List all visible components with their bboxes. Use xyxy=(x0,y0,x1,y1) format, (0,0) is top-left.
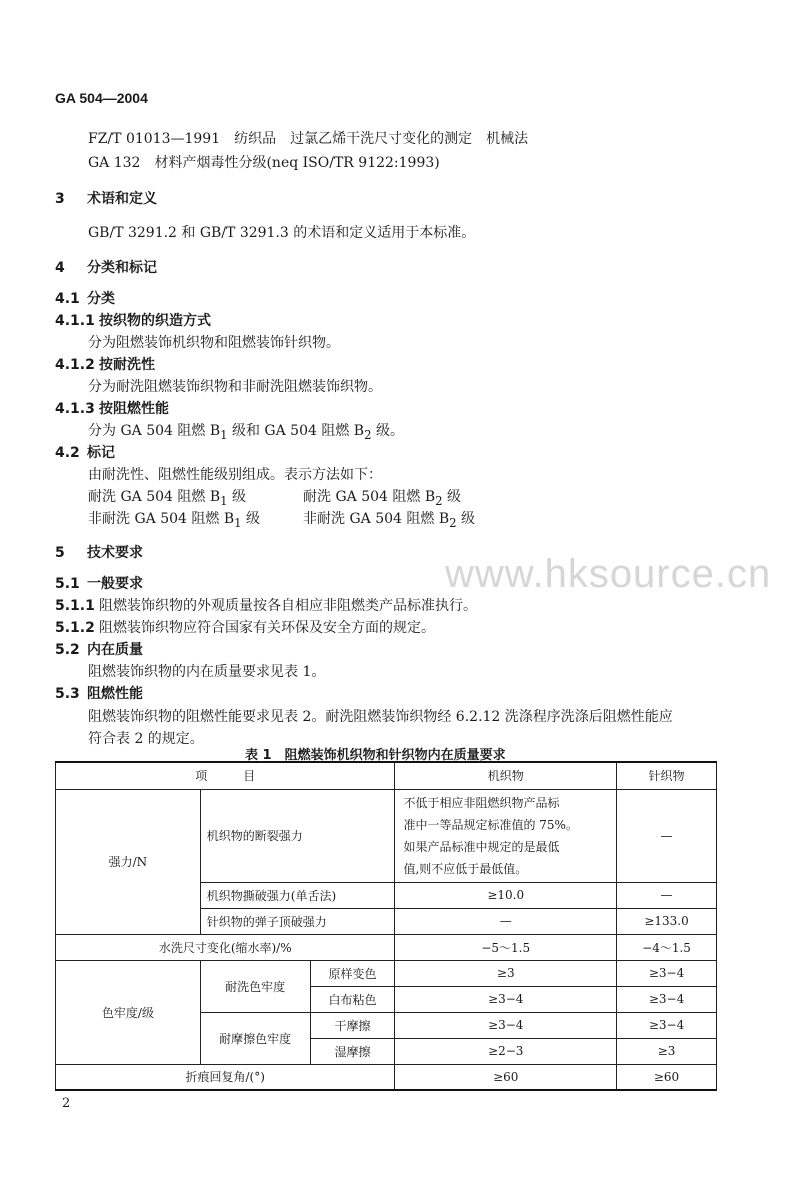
marking-example xyxy=(303,486,461,508)
marking-example xyxy=(88,486,246,508)
section-4-1-3-body xyxy=(88,420,404,442)
section-4-1-3-heading xyxy=(55,398,169,418)
reference-item: GA 132 材料产烟毒性分级(neq ISO/TR 9122:1993) xyxy=(88,155,440,171)
section-5-1-heading xyxy=(55,573,143,593)
section-3-body: GB/T 3291.2 和 GB/T 3291.3 的术语和定义适用于本标准。 xyxy=(88,225,476,241)
text-run: 耐洗 GA 504 阻燃 B xyxy=(88,489,221,505)
section-number: 5.3 xyxy=(55,686,80,702)
section-number: 5.1.2 xyxy=(55,620,95,636)
section-number: 4.1 xyxy=(55,291,80,307)
row-label: 机织物撕破强力(单舌法) xyxy=(200,882,395,908)
section-number: 5.1.1 xyxy=(55,598,95,614)
section-4-heading xyxy=(55,257,157,277)
section-body: 阻燃装饰织物应符合国家有关环保及安全方面的规定。 xyxy=(99,620,435,636)
section-title: 分类和标记 xyxy=(87,260,157,276)
row-label: 折痕回复角/(°) xyxy=(56,1064,395,1090)
watermark: www.hksource.cn xyxy=(445,552,772,596)
row-label: 水洗尺寸变化(缩水率)/% xyxy=(56,934,395,960)
text-run: 级 xyxy=(442,489,461,505)
section-number: 3 xyxy=(55,191,65,207)
section-5-heading xyxy=(55,542,143,562)
cell-line: 准中一等品规定标准值的 75%。 xyxy=(403,817,578,832)
text-run: 级和 GA 504 阻燃 B xyxy=(227,423,365,439)
section-number: 4.1.1 xyxy=(55,313,95,329)
row-subgroup-wash: 耐洗色牢度 xyxy=(200,960,310,1012)
section-body: 阻燃装饰织物的外观质量按各自相应非阻燃类产品标准执行。 xyxy=(99,598,477,614)
header-cell-item: 项 目 xyxy=(56,762,395,789)
row-label: 湿摩擦 xyxy=(310,1038,395,1064)
section-number: 4.1.3 xyxy=(55,401,95,417)
woven-requirement-cell xyxy=(395,789,617,882)
section-number: 4 xyxy=(55,260,65,276)
section-title: 标记 xyxy=(87,445,115,461)
section-title: 按阻燃性能 xyxy=(99,401,169,417)
quality-requirements-table xyxy=(55,761,717,1091)
section-4-1-1-body: 分为阻燃装饰机织物和阻燃装饰针织物。 xyxy=(88,335,340,351)
section-number: 5 xyxy=(55,545,65,561)
section-number: 4.2 xyxy=(55,445,80,461)
section-4-1-heading xyxy=(55,288,115,308)
knit-value-cell: ≥3−4 xyxy=(617,1012,717,1038)
subscript: 2 xyxy=(449,515,457,530)
row-label: 针织物的弹子顶破强力 xyxy=(200,908,395,934)
row-label: 机织物的断裂强力 xyxy=(200,789,395,882)
header-cell-woven: 机织物 xyxy=(395,762,617,789)
text-run: 耐洗 GA 504 阻燃 B xyxy=(303,489,436,505)
row-group-strength: 强力/N xyxy=(56,789,201,934)
section-4-2-heading xyxy=(55,442,115,462)
section-4-1-2-heading xyxy=(55,354,155,374)
row-group-colorfastness: 色牢度/级 xyxy=(56,960,201,1064)
subscript: 1 xyxy=(220,493,228,508)
section-number: 5.1 xyxy=(55,576,80,592)
row-label: 原样变色 xyxy=(310,960,395,986)
section-number: 4.1.2 xyxy=(55,357,95,373)
cell-line: 如果产品标准中规定的是最低 xyxy=(403,839,560,854)
text-run: 非耐洗 GA 504 阻燃 B xyxy=(88,511,235,527)
section-5-3-heading xyxy=(55,683,143,703)
section-5-2-heading xyxy=(55,639,143,659)
section-title: 分类 xyxy=(87,291,115,307)
table-caption: 表 1 阻燃装饰机织物和针织物内在质量要求 xyxy=(245,748,506,763)
section-5-3-body-line2: 符合表 2 的规定。 xyxy=(88,731,204,747)
subscript: 1 xyxy=(234,515,242,530)
woven-value-cell: −5～1.5 xyxy=(395,934,617,960)
marking-example xyxy=(303,508,475,530)
section-5-1-1 xyxy=(55,595,477,615)
table-row xyxy=(56,1064,717,1090)
row-label: 干摩擦 xyxy=(310,1012,395,1038)
section-title: 按织物的织造方式 xyxy=(99,313,211,329)
section-number: 5.2 xyxy=(55,642,80,658)
knit-value-cell: — xyxy=(617,882,717,908)
woven-value-cell: — xyxy=(395,908,617,934)
page-number: 2 xyxy=(62,1096,71,1111)
section-title: 术语和定义 xyxy=(87,191,157,207)
knit-value-cell: −4～1.5 xyxy=(617,934,717,960)
table-row xyxy=(56,960,717,986)
knit-value-cell: ≥3−4 xyxy=(617,960,717,986)
table-header-row xyxy=(56,762,717,789)
subscript: 2 xyxy=(435,493,443,508)
row-label: 白布粘色 xyxy=(310,986,395,1012)
section-4-1-1-heading xyxy=(55,310,211,330)
section-4-2-body: 由耐洗性、阻燃性能级别组成。表示方法如下： xyxy=(88,467,382,483)
knit-value-cell: ≥3−4 xyxy=(617,986,717,1012)
knit-value-cell: ≥60 xyxy=(617,1064,717,1090)
knit-value-cell: ≥133.0 xyxy=(617,908,717,934)
woven-value-cell: ≥3−4 xyxy=(395,1012,617,1038)
knit-value-cell: ≥3 xyxy=(617,1038,717,1064)
woven-value-cell: ≥3−4 xyxy=(395,986,617,1012)
woven-value-cell: ≥60 xyxy=(395,1064,617,1090)
row-subgroup-rub: 耐摩擦色牢度 xyxy=(200,1012,310,1064)
text-run: 级 xyxy=(456,511,475,527)
text-run: 级。 xyxy=(371,423,404,439)
reference-item: FZ/T 01013—1991 纺织品 过氯乙烯干洗尺寸变化的测定 机械法 xyxy=(88,131,529,147)
section-title: 一般要求 xyxy=(87,576,143,592)
text-run: 级 xyxy=(227,489,246,505)
section-5-1-2 xyxy=(55,617,435,637)
cell-line: 不低于相应非阻燃织物产品标 xyxy=(403,795,560,810)
section-title: 按耐洗性 xyxy=(99,357,155,373)
document-id-header: GA 504—2004 xyxy=(55,90,148,106)
section-title: 内在质量 xyxy=(87,642,143,658)
text-run: 非耐洗 GA 504 阻燃 B xyxy=(303,511,450,527)
section-3-heading xyxy=(55,188,157,208)
subscript: 2 xyxy=(364,427,372,442)
table-row xyxy=(56,789,717,882)
text-run: 分为 GA 504 阻燃 B xyxy=(88,423,221,439)
woven-value-cell: ≥2−3 xyxy=(395,1038,617,1064)
section-5-2-body: 阻燃装饰织物的内在质量要求见表 1。 xyxy=(88,664,326,680)
woven-value-cell: ≥10.0 xyxy=(395,882,617,908)
section-title: 技术要求 xyxy=(87,545,143,561)
marking-example xyxy=(88,508,260,530)
section-4-1-2-body: 分为耐洗阻燃装饰织物和非耐洗阻燃装饰织物。 xyxy=(88,379,382,395)
text-run: 级 xyxy=(241,511,260,527)
knit-value-cell: — xyxy=(617,789,717,882)
section-5-3-body-line1: 阻燃装饰织物的阻燃性能要求见表 2。耐洗阻燃装饰织物经 6.2.12 洗涤程序洗涤后阻燃性能应 xyxy=(88,709,673,725)
table-row xyxy=(56,934,717,960)
cell-line: 值,则不应低于最低值。 xyxy=(403,861,528,876)
header-cell-knit: 针织物 xyxy=(617,762,717,789)
subscript: 1 xyxy=(220,427,228,442)
section-title: 阻燃性能 xyxy=(87,686,143,702)
woven-value-cell: ≥3 xyxy=(395,960,617,986)
